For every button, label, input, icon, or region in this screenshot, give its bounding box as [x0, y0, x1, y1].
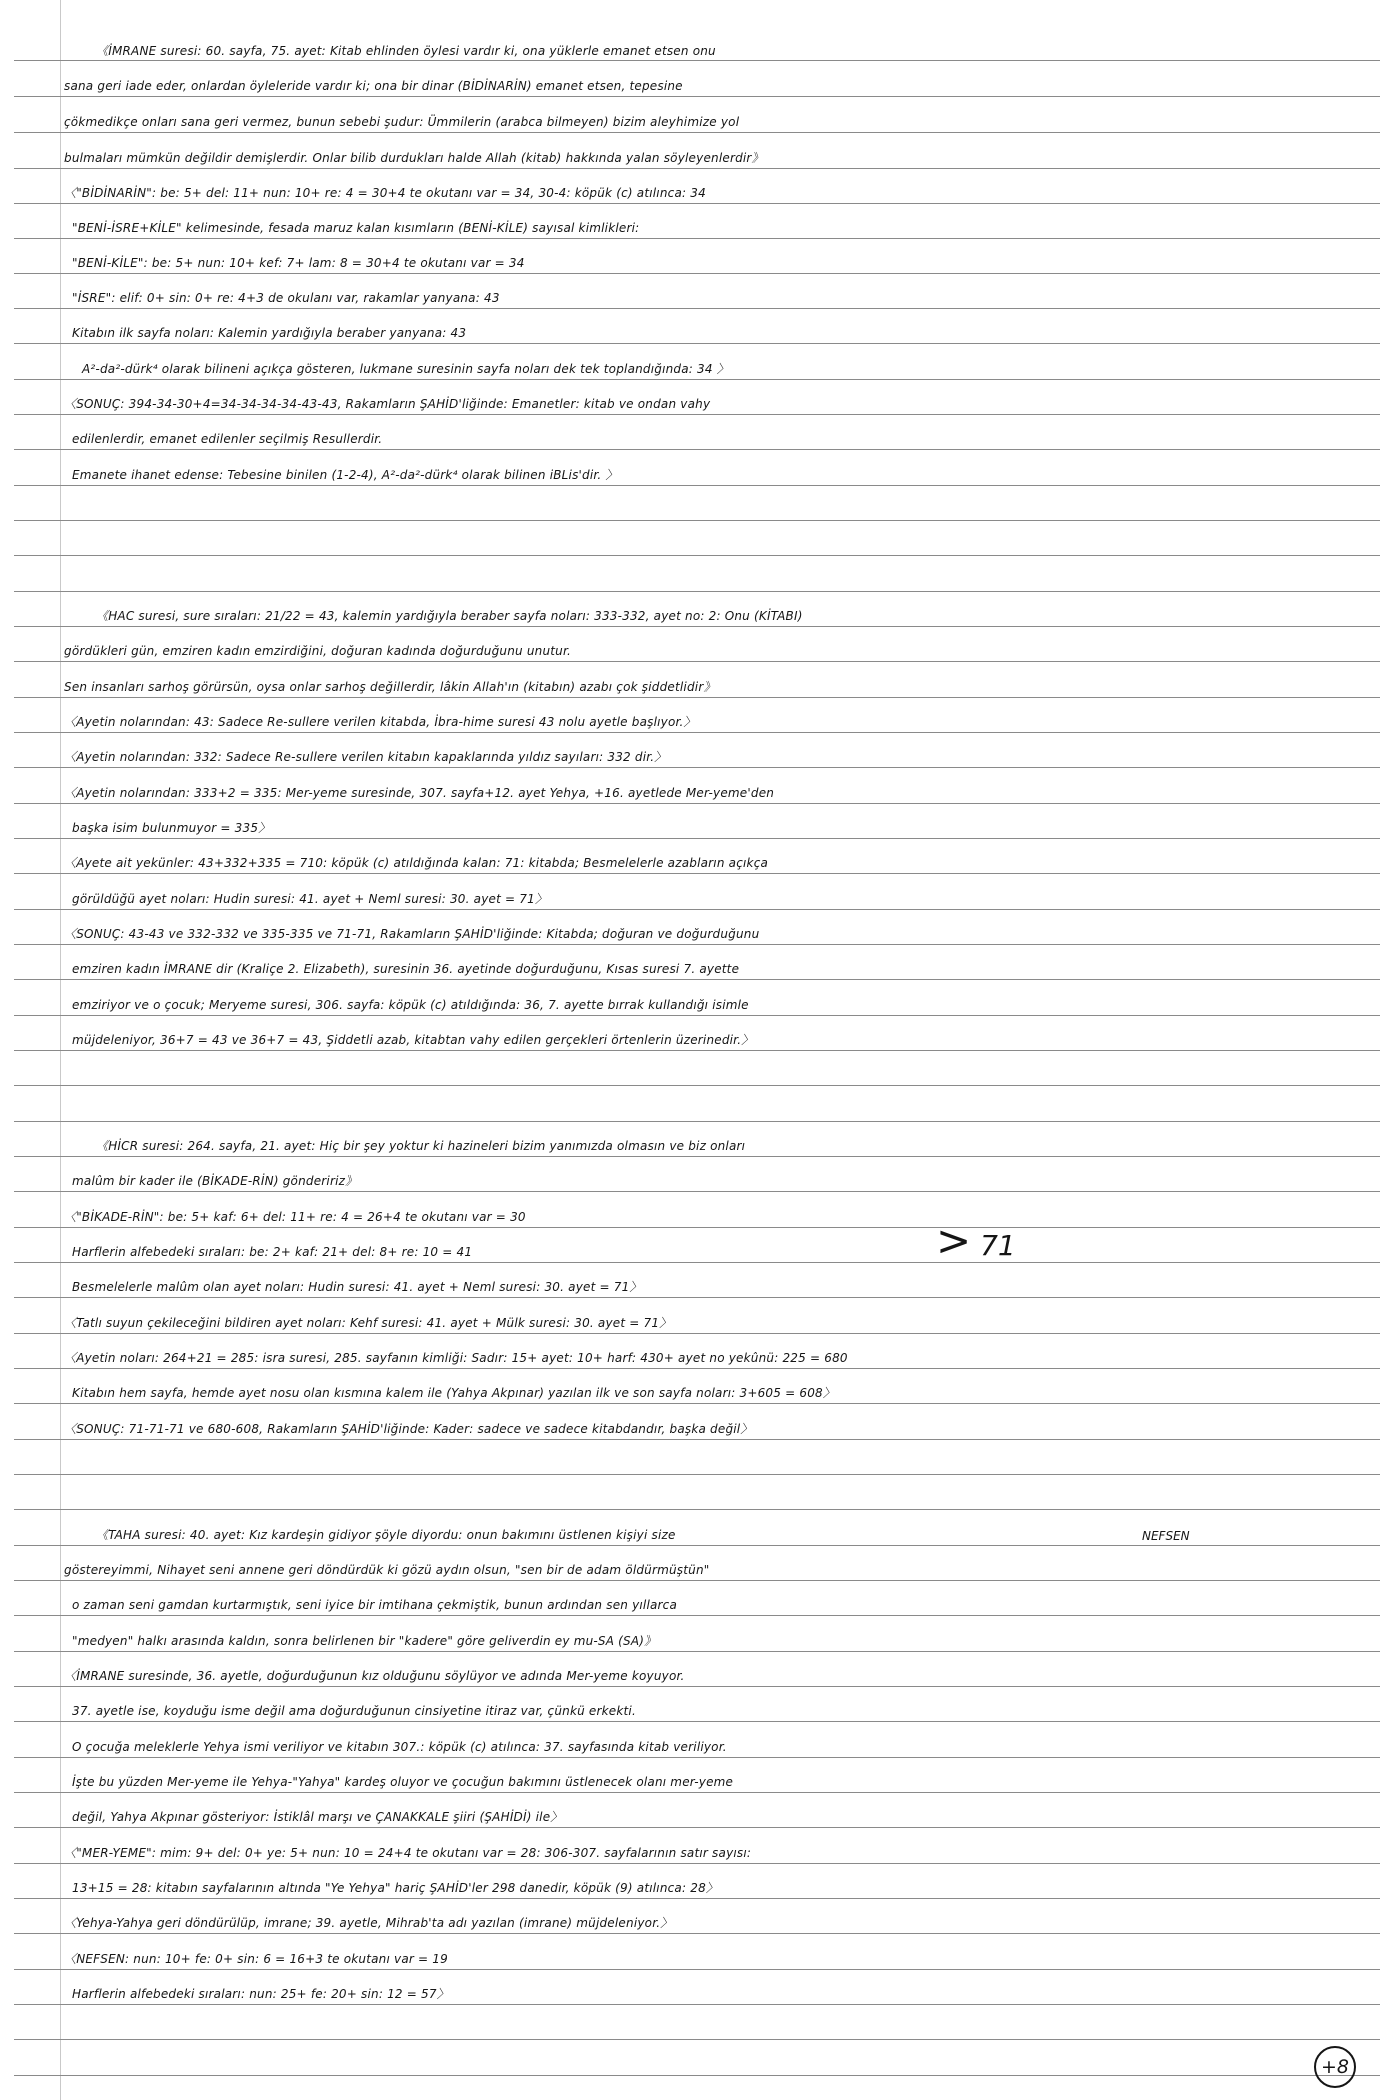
- text-line: görüldüğü ayet noları: Hudin suresi: 41. ayet + Neml suresi: 30. ayet = 71〉: [72, 892, 548, 906]
- text-line: A²-da²-dürk⁴ olarak bilineni açıkça gösteren, lukmane suresinin sayfa noları dek tek toplandığında: 34 〉: [82, 362, 729, 376]
- text-line: Kitabın hem sayfa, hemde ayet nosu olan kısmına kalem ile (Yahya Akpınar) yazılan ilk ve son sayfa noları: 3+605 = 608〉: [72, 1386, 836, 1400]
- text-line: o zaman seni gamdan kurtarmıştık, seni iyice bir imtihana çekmiştik, bunun ardından sen yıllarca: [72, 1598, 678, 1612]
- text-line: 〈"BİKADE-RİN": be: 5+ kaf: 6+ del: 11+ re: 4 = 26+4 te okutanı var = 30: [64, 1210, 526, 1224]
- text-line: Harflerin alfebedeki sıraları: be: 2+ kaf: 21+ del: 8+ re: 10 = 41: [72, 1245, 473, 1259]
- page-number: +8: [1314, 2046, 1356, 2088]
- text-line: malûm bir kader ile (BİKADE-RİN) göndeririz》: [72, 1174, 358, 1188]
- text-line: 〈Ayetin nolarından: 333+2 = 335: Mer-yeme suresinde, 307. sayfa+12. ayet Yehya, +16. ayetlede Mer-yeme'den: [64, 786, 775, 800]
- text-line: "BENİ-KİLE": be: 5+ nun: 10+ kef: 7+ lam: 8 = 30+4 te okutanı var = 34: [72, 256, 525, 270]
- bracket-mark: >: [936, 1216, 972, 1265]
- text-line: 〈NEFSEN: nun: 10+ fe: 0+ sin: 6 = 16+3 te okutanı var = 19: [64, 1952, 448, 1966]
- text-line: gördükleri gün, emziren kadın emzirdiğini, doğuran kadında doğurduğunu unutur.: [64, 644, 572, 658]
- text-line: Sen insanları sarhoş görürsün, oysa onlar sarhoş değillerdir, lâkin Allah'ın (kitabın) azabı çok şiddetlidir》: [64, 680, 716, 694]
- text-line: 13+15 = 28: kitabın sayfalarının altında "Ye Yehya" hariç ŞAHİD'ler 298 danedir, köpük (9) atılınca: 28〉: [72, 1881, 719, 1895]
- text-line: başka isim bulunmuyor = 335〉: [72, 821, 271, 835]
- text-line: müjdeleniyor, 36+7 = 43 ve 36+7 = 43, Şiddetli azab, kitabtan vahy edilen gerçekleri örtenlerin üzerinedir.〉: [72, 1033, 754, 1047]
- text-line: 《HİCR suresi: 264. sayfa, 21. ayet: Hiç bir şey yoktur ki hazineleri bizim yanımızda olmasın ve biz onları: [96, 1139, 746, 1153]
- text-line: değil, Yahya Akpınar gösteriyor: İstiklâl marşı ve ÇANAKKALE şiiri (ŞAHİDİ) ile〉: [72, 1810, 563, 1824]
- text-line: emziren kadın İMRANE dir (Kraliçe 2. Elizabeth), suresinin 36. ayetinde doğurduğunu, Kısas suresi 7. ayette: [72, 962, 740, 976]
- text-line: 37. ayetle ise, koyduğu isme değil ama doğurduğunun cinsiyetine itiraz var, çünkü erkekti.: [72, 1704, 636, 1718]
- text-line: emziriyor ve o çocuk; Meryeme suresi, 306. sayfa: köpük (c) atıldığında: 36, 7. ayette bırrak kullandığı isimle: [72, 998, 749, 1012]
- text-line: İşte bu yüzden Mer-yeme ile Yehya-"Yahya" kardeş oluyor ve çocuğun bakımını üstlenecek olanı mer-yeme: [72, 1775, 734, 1789]
- text-line: "medyen" halkı arasında kaldın, sonra belirlenen bir "kadere" göre geliverdin ey mu-SA (SA)》: [72, 1634, 657, 1648]
- text-line: 〈"MER-YEME": mim: 9+ del: 0+ ye: 5+ nun: 10 = 24+4 te okutanı var = 28: 306-307. sayfalarının satır sayısı:: [64, 1846, 752, 1860]
- text-line: "BENİ-İSRE+KİLE" kelimesinde, fesada maruz kalan kısımların (BENİ-KİLE) sayısal kimlikleri:: [72, 221, 640, 235]
- text-line: 〈SONUÇ: 71-71-71 ve 680-608, Rakamların ŞAHİD'liğinde: Kader: sadece ve sadece kitabdandır, başka değil〉: [64, 1422, 753, 1436]
- text-line: 〈Ayete ait yekünler: 43+332+335 = 710: köpük (c) atıldığında kalan: 71: kitabda; Besmelelerle azabların açıkça: [64, 856, 769, 870]
- text-line: bulmaları mümkün değildir demişlerdir. Onlar bilib durdukları halde Allah (kitab) hakkında yalan söyleyenlerdir》: [64, 151, 764, 165]
- text-line: Harflerin alfebedeki sıraları: nun: 25+ fe: 20+ sin: 12 = 57〉: [72, 1987, 449, 2001]
- text-line: 〈Ayetin nolarından: 43: Sadece Re-sullere verilen kitabda, İbra-hime suresi 43 nolu ayetle başlıyor.〉: [64, 715, 696, 729]
- superscript-annotation: NEFSEN: [1142, 1529, 1190, 1543]
- text-line: 〈"BİDİNARİN": be: 5+ del: 11+ nun: 10+ re: 4 = 30+4 te okutanı var = 34, 30-4: köpük (c) atılınca: 34: [64, 186, 706, 200]
- text-line: 〈Ayetin nolarından: 332: Sadece Re-sullere verilen kitabın kapaklarında yıldız sayıları: 332 dir.〉: [64, 750, 667, 764]
- text-line: 〈Yehya-Yahya geri döndürülüp, imrane; 39. ayetle, Mihrab'ta adı yazılan (imrane) müjdeleniyor.〉: [64, 1916, 673, 1930]
- text-line: 〈SONUÇ: 43-43 ve 332-332 ve 335-335 ve 71-71, Rakamların ŞAHİD'liğinde: Kitabda; doğuran ve doğurduğunu: [64, 927, 760, 941]
- text-line: 〈Tatlı suyun çekileceğini bildiren ayet noları: Kehf suresi: 41. ayet + Mülk suresi: 30. ayet = 71〉: [64, 1316, 672, 1330]
- text-line: Besmelelerle malûm olan ayet noları: Hudin suresi: 41. ayet + Neml suresi: 30. ayet = 71〉: [72, 1280, 642, 1294]
- text-line: Kitabın ilk sayfa noları: Kalemin yardığıyla beraber yanyana: 43: [72, 326, 467, 340]
- bracket-total: [936, 1216, 1026, 1266]
- text-line: 《İMRANE suresi: 60. sayfa, 75. ayet: Kitab ehlinden öylesi vardır ki, ona yüklerle emanet etsen onu: [96, 44, 716, 58]
- text-line: edilenlerdir, emanet edilenler seçilmiş Resullerdir.: [72, 432, 383, 446]
- text-line: 《HAC suresi, sure sıraları: 21/22 = 43, kalemin yardığıyla beraber sayfa noları: 333-332, ayet no: 2: Onu (KİTABI): [96, 609, 803, 623]
- text-line: 《TAHA suresi: 40. ayet: Kız kardeşin gidiyor şöyle diyordu: onun bakımını üstlenen kişiyi size: [96, 1528, 676, 1542]
- text-line: O çocuğa meleklerle Yehya ismi veriliyor ve kitabın 307.: köpük (c) atılınca: 37. sayfasında kitab veriliyor.: [72, 1740, 727, 1754]
- text-line: göstereyimmi, Nihayet seni annene geri döndürdük ki gözü aydın olsun, "sen bir de adam öldürmüştün": [64, 1563, 710, 1577]
- text-line: sana geri iade eder, onlardan öyleleride vardır ki; ona bir dinar (BİDİNARİN) emanet etsen, tepesine: [64, 79, 683, 93]
- text-line: çökmedikçe onları sana geri vermez, bunun sebebi şudur: Ümmilerin (arabca bilmeyen) bizim aleyhimize yol: [64, 115, 740, 129]
- text-line: Emanete ihanet edense: Tebesine binilen (1-2-4), A²-da²-dürk⁴ olarak bilinen iBLis'dir. 〉: [72, 468, 618, 482]
- bracket-value: 71: [980, 1229, 1016, 1262]
- text-line: 〈SONUÇ: 394-34-30+4=34-34-34-34-43-43, Rakamların ŞAHİD'liğinde: Emanetler: kitab ve ondan vahy: [64, 397, 711, 411]
- text-line: 〈İMRANE suresinde, 36. ayetle, doğurduğunun kız olduğunu söylüyor ve adında Mer-yeme koyuyor.: [64, 1669, 685, 1683]
- text-line: 〈Ayetin noları: 264+21 = 285: isra suresi, 285. sayfanın kimliği: Sadır: 15+ ayet: 10+ harf: 430+ ayet no yekûnü: 225 = 680: [64, 1351, 848, 1365]
- text-line: "İSRE": elif: 0+ sin: 0+ re: 4+3 de okulanı var, rakamlar yanyana: 43: [72, 291, 500, 305]
